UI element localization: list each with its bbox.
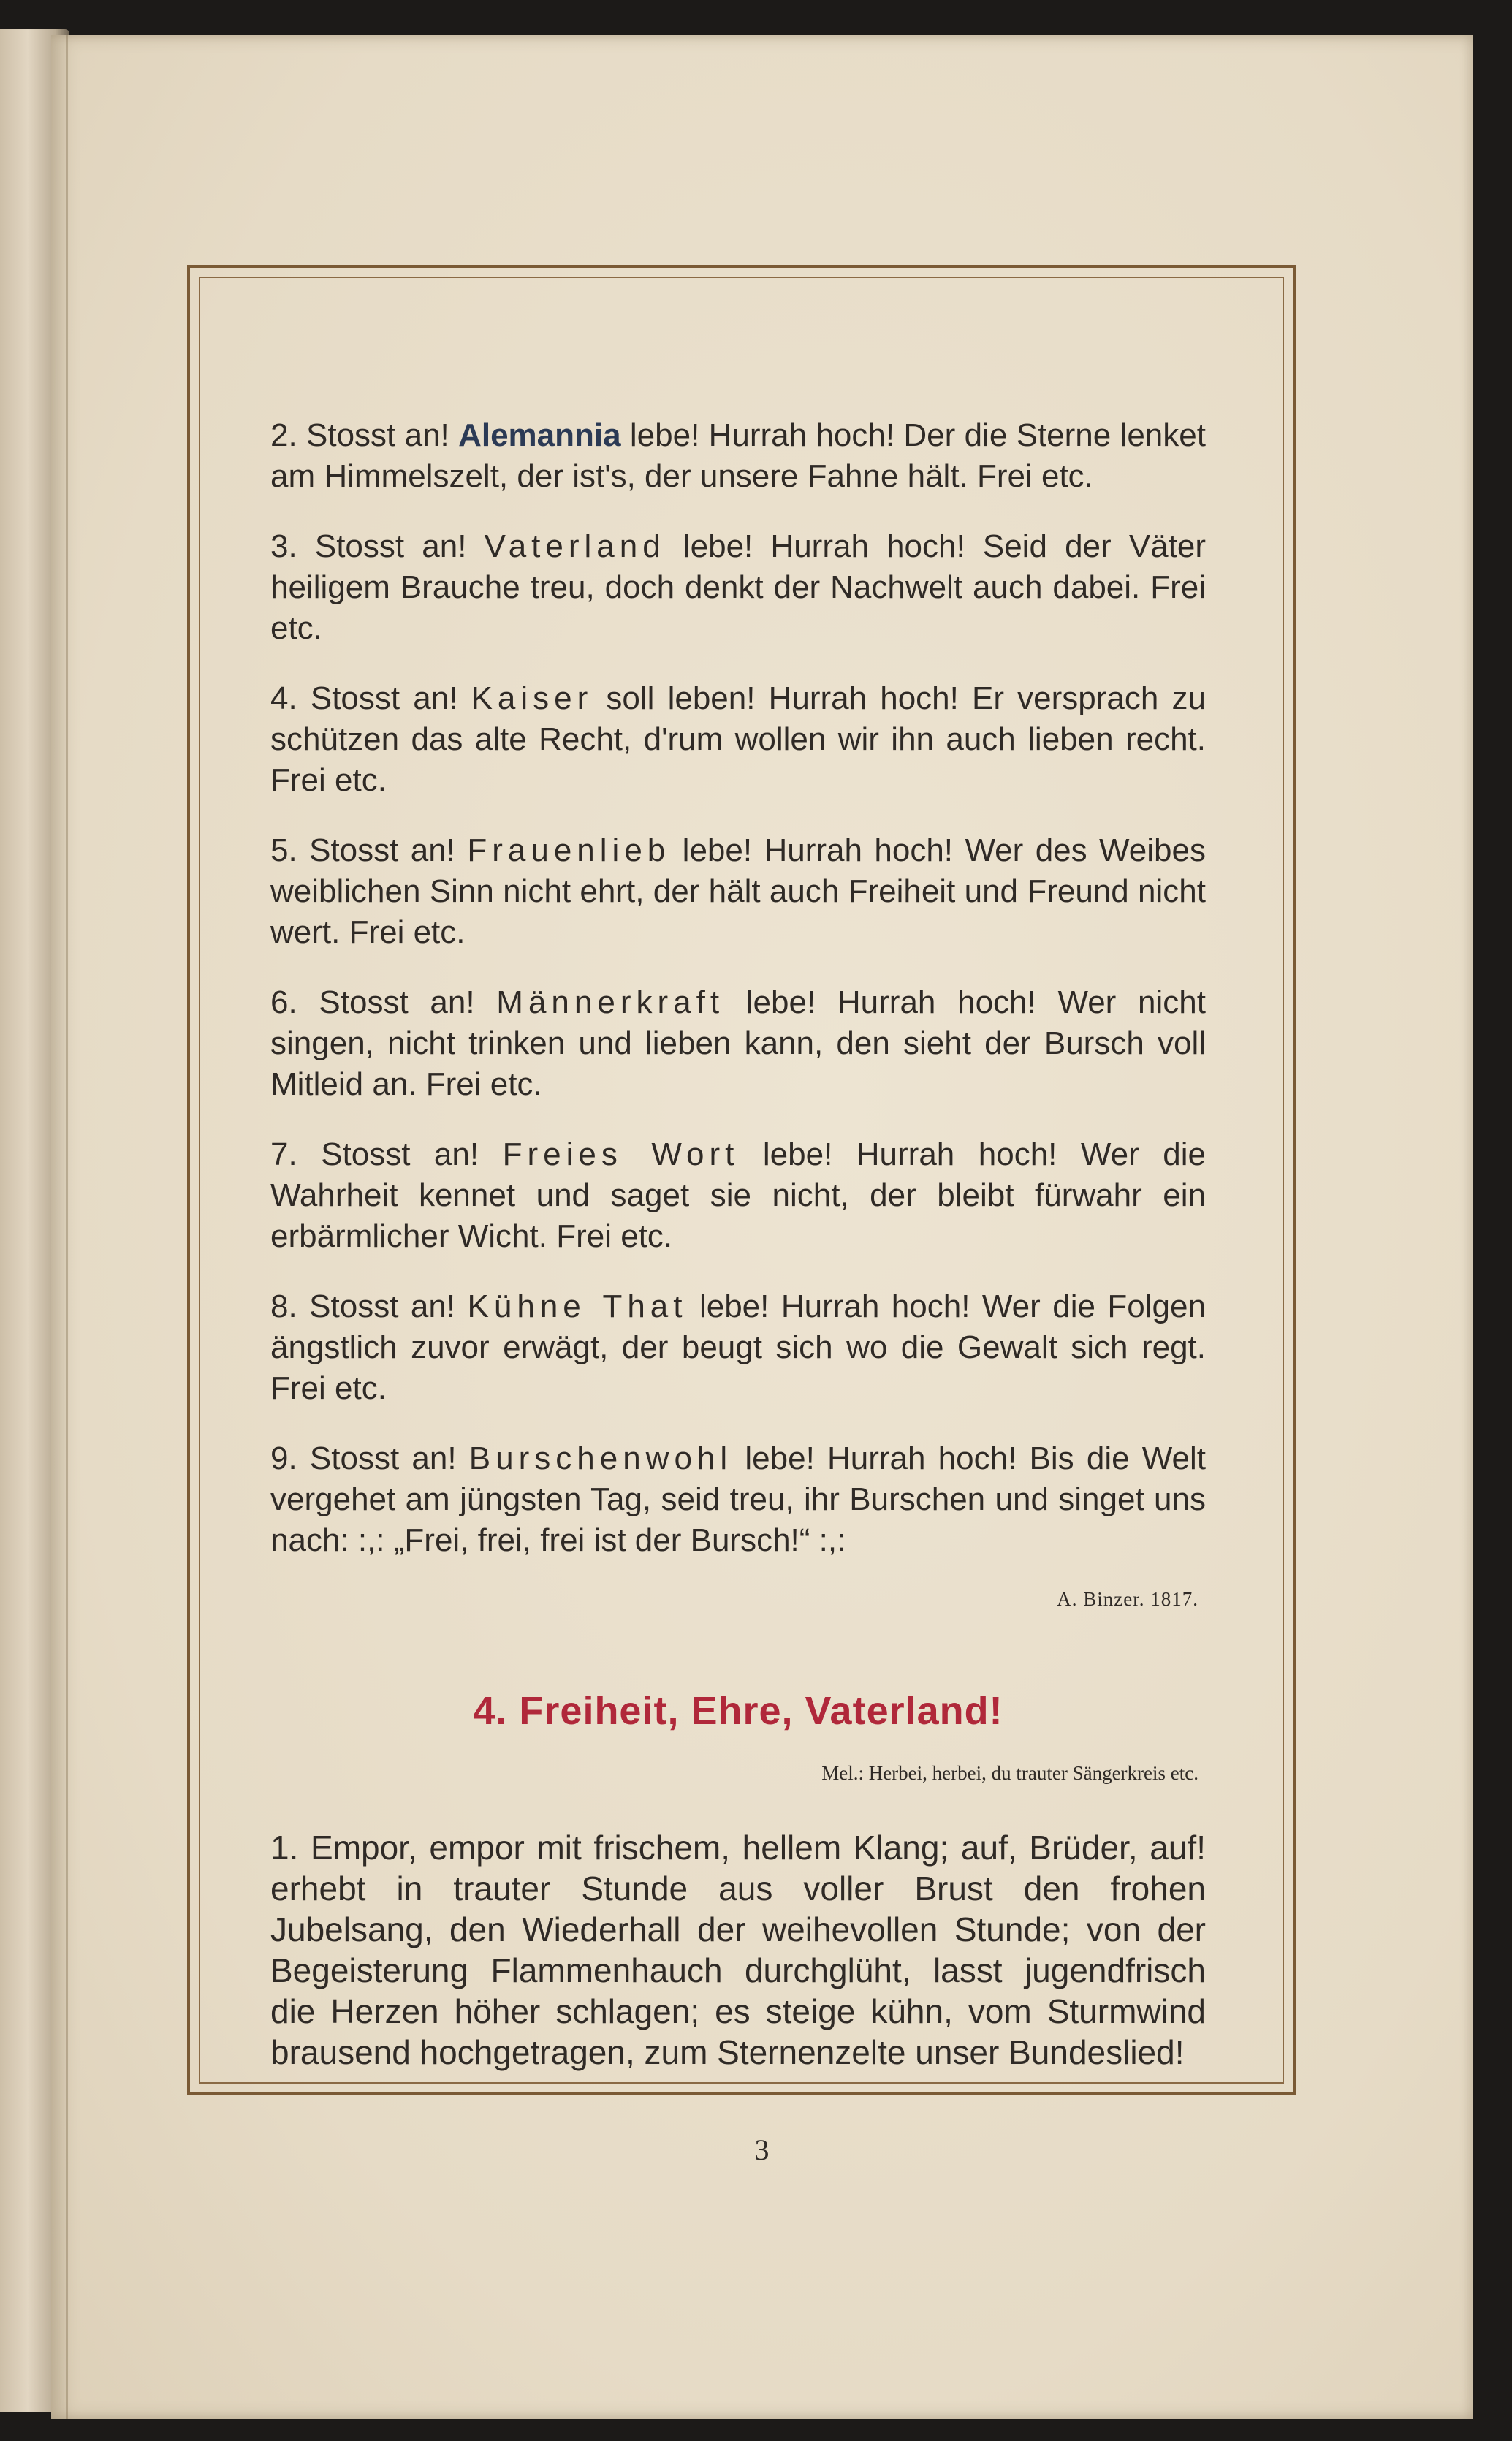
verse-4: [270, 678, 1206, 801]
song-verse-1: 1. Empor, empor mit frischem, hellem Klang; auf, Brüder, auf! erhebt in trauter Stunde aus voller Brust den frohen Jubelsang, den Wiederhall der weihevollen Stunde; von der Begeisterung Flammenhauch durchglüht, lasst jugendfrisch die Herzen höher schlagen; es steige kühn, vom Sturmwind brausend hochgetragen, zum Sternenzelte unser Bundeslied!: [270, 1829, 1206, 2071]
verse-prefix: Stosst an!: [319, 984, 475, 1020]
verse-number: 8.: [270, 1288, 297, 1324]
verse-middle: lebe! Hurrah hoch!: [745, 984, 1036, 1020]
verse-body: Bis die Welt vergehet am jüngsten Tag, seid treu, ihr Burschen und singet uns nach: :,: „Frei, frei, frei ist der Bursch!“ :,:: [270, 1440, 1206, 1558]
verse-body: Seid der Väter heiligem Brauche treu, doch denkt der Nachwelt auch dabei. Frei etc.: [270, 528, 1206, 646]
book-page: [51, 35, 1473, 2419]
melody-note: Mel.: Herbei, herbei, du trauter Sängerkreis etc.: [821, 1762, 1198, 1784]
page-content: [270, 415, 1206, 2106]
verse-keyword: Freies Wort: [502, 1136, 740, 1172]
verse-6: [270, 982, 1206, 1105]
verse-3: [270, 526, 1206, 649]
verse-middle: lebe! Hurrah hoch!: [762, 1136, 1057, 1172]
verse-keyword: Burschenwohl: [468, 1440, 733, 1476]
verse-body: Wer die Wahrheit kennet und saget sie nicht, der bleibt fürwahr ein erbärmlicher Wicht. Frei etc.: [270, 1136, 1206, 1254]
song-heading: 4. Freiheit, Ehre, Vaterland!: [473, 1689, 1003, 1733]
verse-prefix: Stosst an!: [321, 1136, 479, 1172]
verse-body: Der die Sterne lenket am Himmelszelt, der ist's, der unsere Fahne hält. Frei etc.: [270, 417, 1206, 494]
verse-prefix: Stosst an!: [306, 417, 449, 453]
verse-keyword: Kühne That: [467, 1288, 688, 1324]
verse-prefix: Stosst an!: [309, 832, 455, 868]
verse-keyword: Vaterland: [484, 528, 666, 564]
verse-5: [270, 830, 1206, 953]
verse-body: Wer die Folgen ängstlich zuvor erwägt, der beugt sich wo die Gewalt sich regt. Frei etc.: [270, 1288, 1206, 1406]
author-attribution: A. Binzer. 1817.: [1057, 1588, 1198, 1610]
verse-number: 6.: [270, 984, 297, 1020]
verse-8: [270, 1286, 1206, 1409]
verse-2: [270, 415, 1206, 497]
verse-body: Wer nicht singen, nicht trinken und lieben kann, den sieht der Bursch voll Mitleid an. Frei etc.: [270, 984, 1206, 1102]
verse-middle: lebe! Hurrah hoch!: [745, 1440, 1017, 1476]
verse-middle: lebe! Hurrah hoch!: [683, 528, 965, 564]
verse-keyword: Frauenlieb: [467, 832, 671, 868]
verse-middle: lebe! Hurrah hoch!: [699, 1288, 970, 1324]
verse-number: 4.: [270, 680, 297, 716]
verse-prefix: Stosst an!: [314, 528, 467, 564]
verse-number: 2.: [270, 417, 297, 453]
verse-prefix: Stosst an!: [309, 1440, 457, 1476]
verse-keyword: Männerkraft: [496, 984, 725, 1020]
verse-middle: lebe! Hurrah hoch!: [629, 417, 895, 453]
verse-keyword: Alemannia: [458, 417, 621, 453]
verse-body: Wer des Weibes weiblichen Sinn nicht ehrt, der hält auch Freiheit und Freund nicht wert. Frei etc.: [270, 832, 1206, 950]
verse-prefix: Stosst an!: [310, 680, 458, 716]
verse-prefix: Stosst an!: [309, 1288, 456, 1324]
verse-number: 7.: [270, 1136, 297, 1172]
page-number: 3: [754, 2133, 770, 2166]
verse-9: [270, 1438, 1206, 1561]
verse-body: Er versprach zu schützen das alte Recht, d'rum wollen wir ihn auch lieben recht. Frei etc.: [270, 680, 1206, 798]
verse-middle: soll leben! Hurrah hoch!: [606, 680, 959, 716]
verse-number: 3.: [270, 528, 297, 564]
page-spine-shadow: [66, 35, 68, 2419]
verse-keyword: Kaiser: [471, 680, 593, 716]
verse-number: 5.: [270, 832, 297, 868]
verse-middle: lebe! Hurrah hoch!: [682, 832, 954, 868]
verse-number: 9.: [270, 1440, 297, 1476]
verse-7: [270, 1134, 1206, 1257]
